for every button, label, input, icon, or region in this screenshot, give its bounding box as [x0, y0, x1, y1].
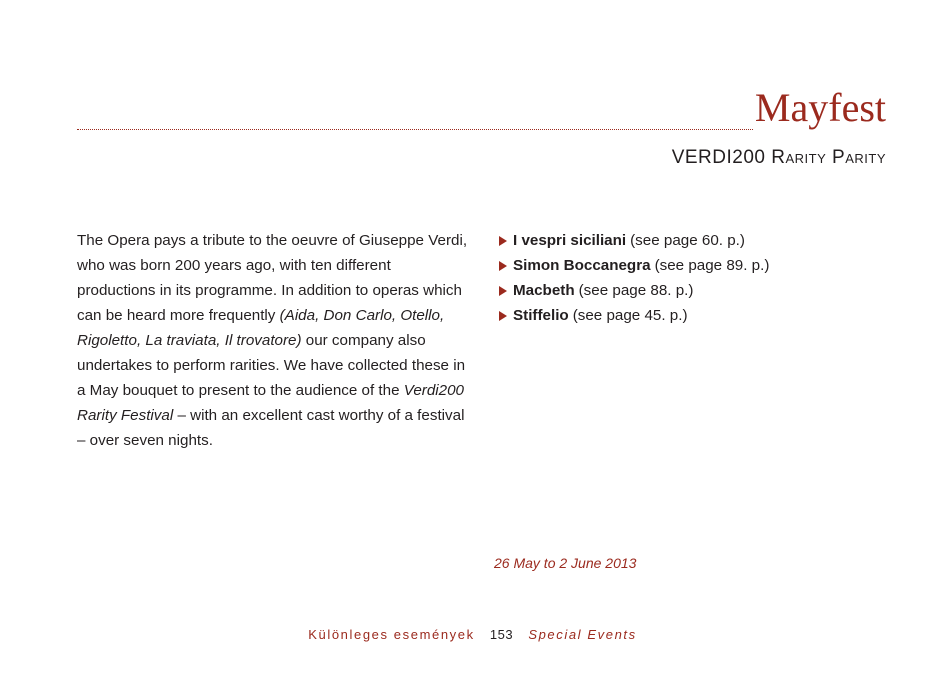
page-title: Mayfest — [754, 85, 886, 130]
triangle-bullet-icon — [499, 236, 507, 246]
page-reference: (see page 88. p.) — [578, 282, 694, 299]
intro-text-2: our company also undertakes to perform rarities. We have collected these in a May bouquet to present to the audience of the — [77, 332, 466, 399]
list-item — [499, 253, 859, 278]
list-item — [499, 228, 859, 253]
intro-operas-italic: (Aida, Don Carlo, Otello, Rigoletto, La traviata, Il trovatore) — [77, 307, 445, 349]
dotted-divider — [77, 129, 753, 130]
page-footer — [0, 627, 945, 642]
rarities-list — [499, 228, 859, 328]
list-item — [499, 278, 859, 303]
page-subtitle — [672, 147, 886, 169]
page-reference: (see page 45. p.) — [572, 307, 688, 324]
opera-name: Stiffelio — [513, 307, 569, 324]
intro-festival-italic: Verdi200 Rarity Festival — [77, 382, 464, 424]
opera-name: Macbeth — [513, 282, 575, 299]
intro-text-1: The Opera pays a tribute to the oeuvre of Giuseppe Verdi, who was born 200 years ago, with ten different productions in its programme. In addition to operas which can be heard more frequently — [77, 232, 468, 324]
page-number: 153 — [489, 627, 514, 642]
opera-name: Simon Boccanegra — [513, 257, 651, 274]
page-reference: (see page 60. p.) — [630, 232, 745, 249]
footer-hungarian-section: Különleges események — [308, 627, 475, 642]
page-reference: (see page 89. p.) — [654, 257, 770, 274]
event-dates: 26 May to 2 June 2013 — [494, 555, 637, 571]
triangle-bullet-icon — [499, 311, 507, 321]
opera-name: I vespri siciliani — [513, 232, 627, 249]
subtitle-prefix: VERDI200 — [671, 147, 766, 168]
intro-text-3: – with an excellent cast worthy of a festival – over seven nights. — [77, 407, 465, 449]
footer-english-section: Special Events — [528, 627, 637, 642]
triangle-bullet-icon — [499, 261, 507, 271]
subtitle-rest: Rarity Parity — [771, 147, 886, 168]
triangle-bullet-icon — [499, 286, 507, 296]
list-item — [499, 303, 859, 328]
intro-paragraph — [77, 228, 472, 453]
